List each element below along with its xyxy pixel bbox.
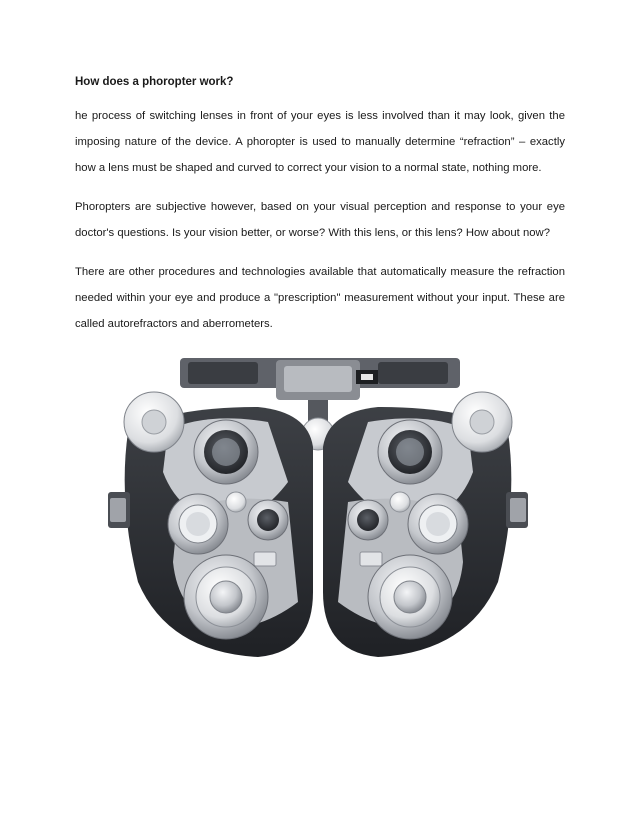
right-eyepiece xyxy=(408,494,468,554)
top-crossbar xyxy=(180,358,460,400)
left-eyepiece xyxy=(168,494,228,554)
article-heading: How does a phoropter work? xyxy=(75,76,234,88)
right-scale-window xyxy=(360,552,382,566)
phoropter-image xyxy=(108,352,528,670)
left-inner-lens xyxy=(248,500,288,540)
paragraph-1: he process of switching lenses in front of your eyes is less involved than it may look, given the imposing nature of the device. A phoropter is used to manually determine “refraction” – exactly how a lens must be shaped and curved to correct your vision to a normal state, nothing more. xyxy=(75,110,565,174)
right-top-dial xyxy=(452,392,512,452)
paragraph-2: Phoropters are subjective however, based on your visual perception and response to your eye doctor's questions. Is your vision better, or worse? With this lens, or this lens? How about now? xyxy=(75,201,565,239)
right-small-knob xyxy=(390,492,410,512)
left-upper-lens xyxy=(194,420,258,484)
right-upper-lens xyxy=(378,420,442,484)
paragraph-3: There are other procedures and technologies available that automatically measure the refraction needed within your eye and produce a "prescription" measurement without your input. These are called autorefractors and aberrometers. xyxy=(75,266,565,330)
right-bottom-dial xyxy=(368,555,452,639)
right-inner-lens xyxy=(348,500,388,540)
phoropter-illustration xyxy=(108,352,528,670)
left-top-dial xyxy=(124,392,184,452)
left-small-knob xyxy=(226,492,246,512)
article-body xyxy=(75,74,565,350)
left-scale-window xyxy=(254,552,276,566)
left-bottom-dial xyxy=(184,555,268,639)
